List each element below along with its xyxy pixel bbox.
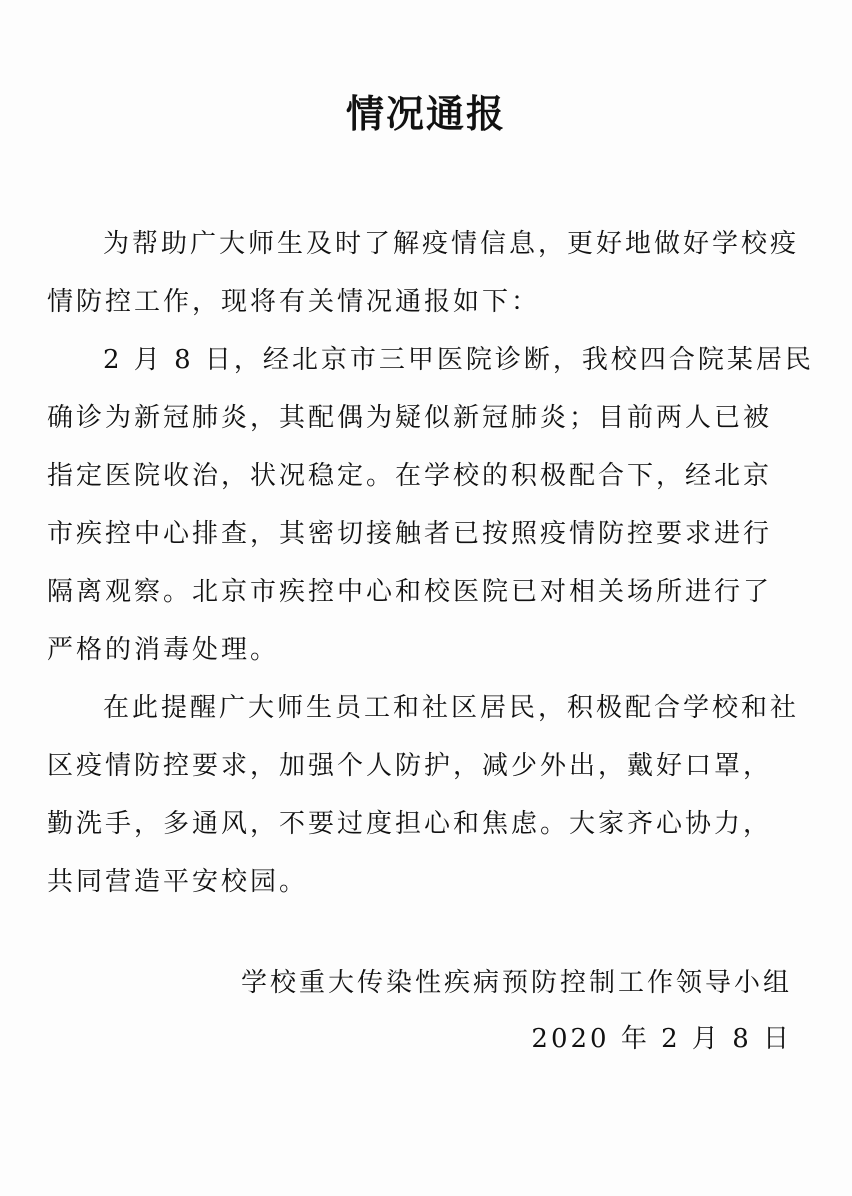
paragraph-line: 指定医院收治，状况稳定。在学校的积极配合下，经北京: [47, 461, 773, 491]
paragraph-line: 共同营造平安校园。: [47, 867, 309, 897]
document-title: 情况通报: [345, 91, 506, 136]
paragraph-line: 为帮助广大师生及时了解疫情信息，更好地做好学校疫: [103, 229, 800, 259]
paragraph-line: 2 月 8 日，经北京市三甲医院诊断，我校四合院某居民: [103, 345, 814, 375]
paragraph-line: 隔离观察。北京市疾控中心和校医院已对相关场所进行了: [47, 577, 773, 607]
signature-date: 2020 年 2 月 8 日: [531, 1024, 792, 1054]
signature-organization: 学校重大传染性疾病预防控制工作领导小组: [240, 968, 792, 998]
paragraph-line: 勤洗手，多通风，不要过度担心和焦虑。大家齐心协力，: [47, 809, 773, 839]
paragraph-line: 严格的消毒处理。: [47, 635, 280, 665]
paragraph-line: 在此提醒广大师生员工和社区居民，积极配合学校和社: [103, 693, 800, 723]
paragraph-intro: [47, 215, 809, 331]
paragraph-line: 区疫情防控要求，加强个人防护，减少外出，戴好口罩，: [47, 751, 773, 781]
paragraph-line: 确诊为新冠肺炎，其配偶为疑似新冠肺炎；目前两人已被: [47, 403, 773, 433]
paragraph-reminder: [47, 679, 809, 911]
paragraph-line: 情防控工作，现将有关情况通报如下：: [47, 287, 541, 317]
paragraph-line: 市疾控中心排查，其密切接触者已按照疫情防控要求进行: [47, 519, 773, 549]
paragraph-case-report: [47, 331, 814, 679]
